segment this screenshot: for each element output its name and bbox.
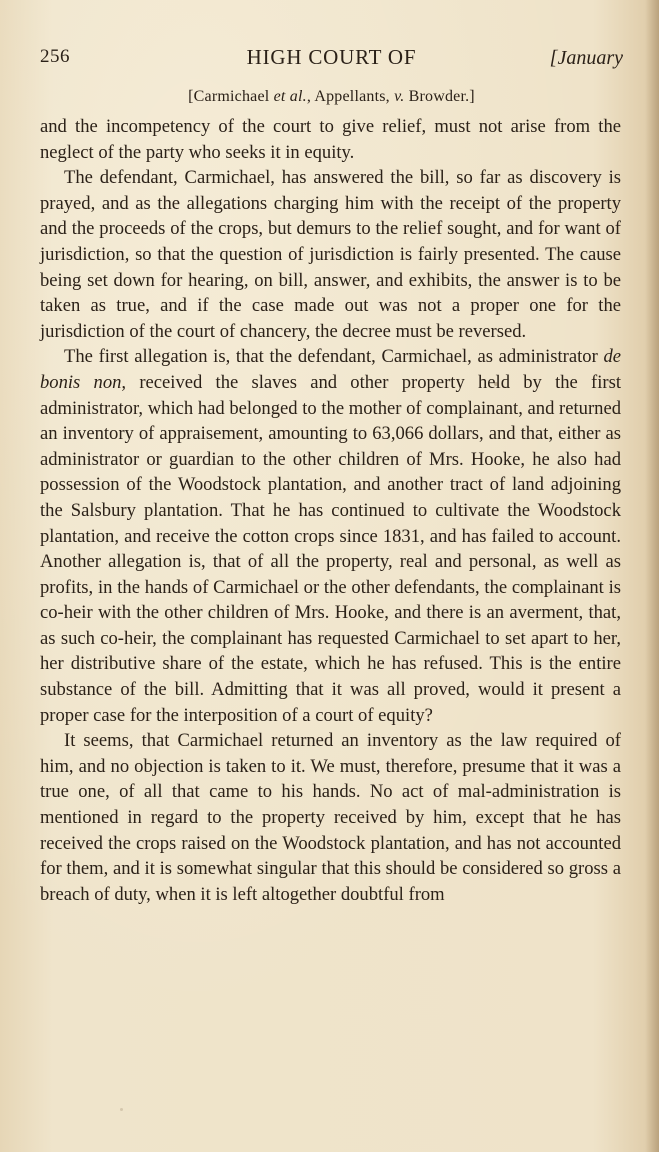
caption-et-al: et al. xyxy=(273,88,307,105)
court-title: HIGH COURT OF xyxy=(246,45,417,69)
paragraph-first-allegation-rest: received the slaves and other property held by the first administrator, which had belonged to the mother of complainant, and returned an inventory of appraisement, amounting to 63,066 dollars, and that, either as administrator or guardian to the other children of Mrs. Hooke, he also had possession of the Woodstock plantation, and another tract of land adjoining the Salsbury plantation. That he has continued to cultivate the Woodstock plantation, and receive the cotton crops since 1831, and has failed to account. Another allegation is, that of all the property, real and personal, as well as profits, in the hands of Carmichael or the other defendants, the complainant is co-heir with the other children of Mrs. Hooke, and there is an averment, that, as such co-heir, the complainant has requested Carmichael to set apart to her, her distributive share of the estate, which he has refused. This is the entire substance of the bill. Admitting that it was all proved, would it present a proper case for the interposition of a court of equity? xyxy=(40,371,622,726)
paragraph-first-allegation-start: The first allegation is, that the defendant, Carmichael, as administrator xyxy=(64,346,604,368)
case-caption xyxy=(40,88,623,106)
caption-versus: v. xyxy=(394,88,405,105)
paragraph-inventory: It seems, that Carmichael returned an inventory as the law required of him, and no objection is taken to it. We must, therefore, presume that it was a true one, of all that came to his hands. No act of mal-administration is mentioned in regard to the property received by him, except that he has received the crops raised on the Woodstock plantation, and has not accounted for them, and it is somewhat singular that this should be considered so gross a breach of duty, when it is left altogether doubtful from xyxy=(40,730,621,905)
paragraph-defendant-answer: The defendant, Carmichael, has answered the bill, so far as discovery is prayed, and as the allegations charging him with the receipt of the property and the proceeds of the crops, but demurs to the relief sought, and for want of jurisdiction, so that the question of jurisdiction is fairly presented. The cause being set down for hearing, on bill, answer, and exhibits, the answer is to be taken as true, and if the case made out was not a proper one for the jurisdiction of the court of chancery, the decree must be reversed. xyxy=(40,167,621,342)
paragraph-first-allegation xyxy=(40,344,621,728)
caption-middle: , Appellants, xyxy=(306,88,395,105)
running-head xyxy=(40,44,623,74)
paragraph-continuation: and the incompetency of the court to give relief, must not arise from the neglect of the party who seeks it in equity. xyxy=(40,116,621,163)
body-text xyxy=(40,114,621,907)
caption-close: Browder.] xyxy=(404,88,475,105)
latin-phrase-de-bonis-non: de bonis non, xyxy=(40,346,621,393)
caption-open: [Carmichael xyxy=(188,88,274,105)
paper-speck xyxy=(494,382,498,386)
paper-speck xyxy=(120,1108,123,1111)
running-head-month: [January xyxy=(549,47,623,69)
page-number: 256 xyxy=(40,46,70,67)
